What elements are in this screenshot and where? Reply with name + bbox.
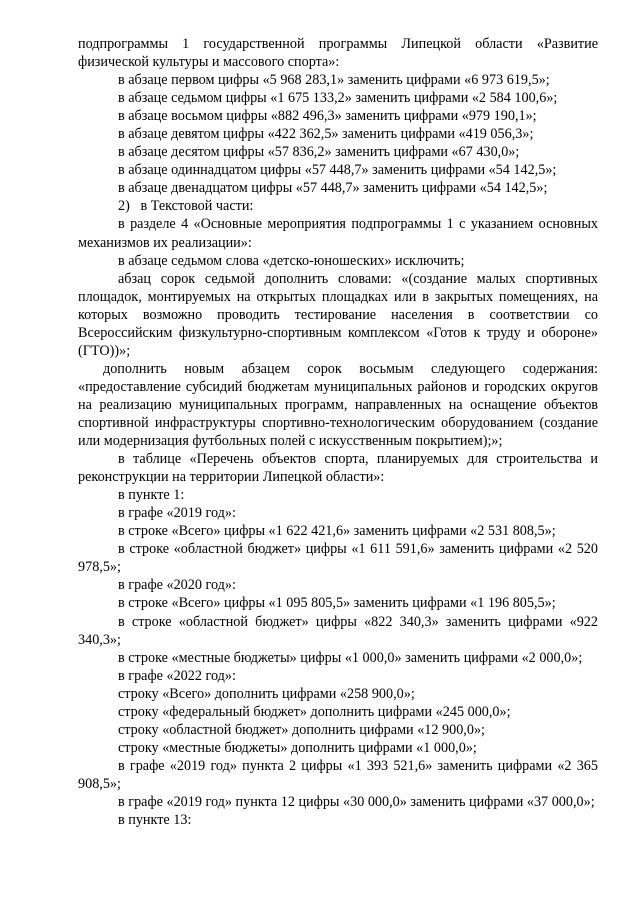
paragraph-2020-local: в строке «местные бюджеты» цифры «1 000,0» заменить цифрами «2 000,0»; — [118, 649, 583, 666]
paragraph-point-12: в графе «2019 год» пункта 12 цифры «30 000,0» заменить цифрами «37 000,0»; — [118, 793, 595, 810]
paragraph-amend-7: в абзаце седьмом цифры «1 675 133,2» заменить цифрами «2 584 100,6»; — [118, 90, 558, 107]
paragraph-2022-local: строку «местные бюджеты» дополнить цифрами «1 000,0»; — [118, 739, 477, 756]
paragraph-amend-8: в абзаце восьмом цифры «882 496,3» заменить цифрами «979 190,1»; — [118, 108, 537, 125]
paragraph-amend-12: в абзаце двенадцатом цифры «57 448,7» заменить цифрами «54 142,5»; — [118, 180, 548, 197]
paragraph-point-2: в графе «2019 год» пункта 2 цифры «1 393 521,6» заменить цифрами «2 365 908,5»; — [78, 757, 598, 792]
document-page — [78, 35, 598, 829]
paragraph-amend-9: в абзаце девятом цифры «422 362,5» заменить цифрами «419 056,3»; — [118, 126, 534, 143]
paragraph-amend-1: в абзаце первом цифры «5 968 283,1» заменить цифрами «6 973 619,5»; — [118, 72, 550, 89]
paragraph-amend-10: в абзаце десятом цифры «57 836,2» заменить цифрами «67 430,0»; — [118, 144, 520, 161]
paragraph-column-2022: в графе «2022 год»: — [118, 667, 236, 684]
paragraph-column-2020: в графе «2020 год»: — [118, 577, 236, 594]
paragraph-point-1: в пункте 1: — [118, 487, 185, 504]
paragraph-item-2: 2) в Текстовой части: — [118, 198, 254, 215]
paragraph-table: в таблице «Перечень объектов спорта, планируемых для строительства и реконструкции на территории Липецкой области»: — [78, 451, 598, 486]
paragraph-2022-regional: строку «областной бюджет» дополнить цифрами «12 900,0»; — [118, 721, 485, 738]
paragraph-intro: подпрограммы 1 государственной программы Липецкой области «Развитие физической культуры и массового спорта»: — [78, 36, 598, 71]
paragraph-amend-11: в абзаце одиннадцатом цифры «57 448,7» заменить цифрами «54 142,5»; — [118, 162, 557, 179]
paragraph-2022-federal: строку «федеральный бюджет» дополнить цифрами «245 000,0»; — [118, 703, 511, 720]
paragraph-2022-total: строку «Всего» дополнить цифрами «258 900,0»; — [118, 685, 415, 702]
paragraph-point-13: в пункте 13: — [118, 812, 192, 829]
paragraph-2020-total: в строке «Всего» цифры «1 095 805,5» заменить цифрами «1 196 805,5»; — [118, 595, 556, 612]
paragraph-section-4: в разделе 4 «Основные мероприятия подпрограммы 1 с указанием основных механизмов их реализации»: — [78, 216, 598, 251]
paragraph-column-2019: в графе «2019 год»: — [118, 505, 236, 522]
paragraph-48: дополнить новым абзацем сорок восьмым следующего содержания: «предоставление субсидий бюджетам муниципальных районов и городских округов на реализацию муниципальных программ, направленных на оснащение объектов спортивной инфраструктуры спортивно-технологическим оборудованием (создание или модернизация футбольных полей с искусственным покрытием);»; — [78, 360, 598, 450]
paragraph-2020-regional: в строке «областной бюджет» цифры «822 340,3» заменить цифрами «922 340,3»; — [78, 613, 598, 648]
paragraph-2019-total: в строке «Всего» цифры «1 622 421,6» заменить цифрами «2 531 808,5»; — [118, 523, 556, 540]
paragraph-exclude-words: в абзаце седьмом слова «детско-юношеских» исключить; — [118, 252, 465, 269]
paragraph-2019-regional: в строке «областной бюджет» цифры «1 611 591,6» заменить цифрами «2 520 978,5»; — [78, 541, 598, 576]
paragraph-47: абзац сорок седьмой дополнить словами: «(создание малых спортивных площадок, монтируемых на открытых площадках или в закрытых помещениях, на которых возможно проводить тестирование населения в соответствии со Всероссийским физкультурно-спортивным комплексом «Готов к труду и обороне» (ГТО))»; — [78, 270, 598, 359]
